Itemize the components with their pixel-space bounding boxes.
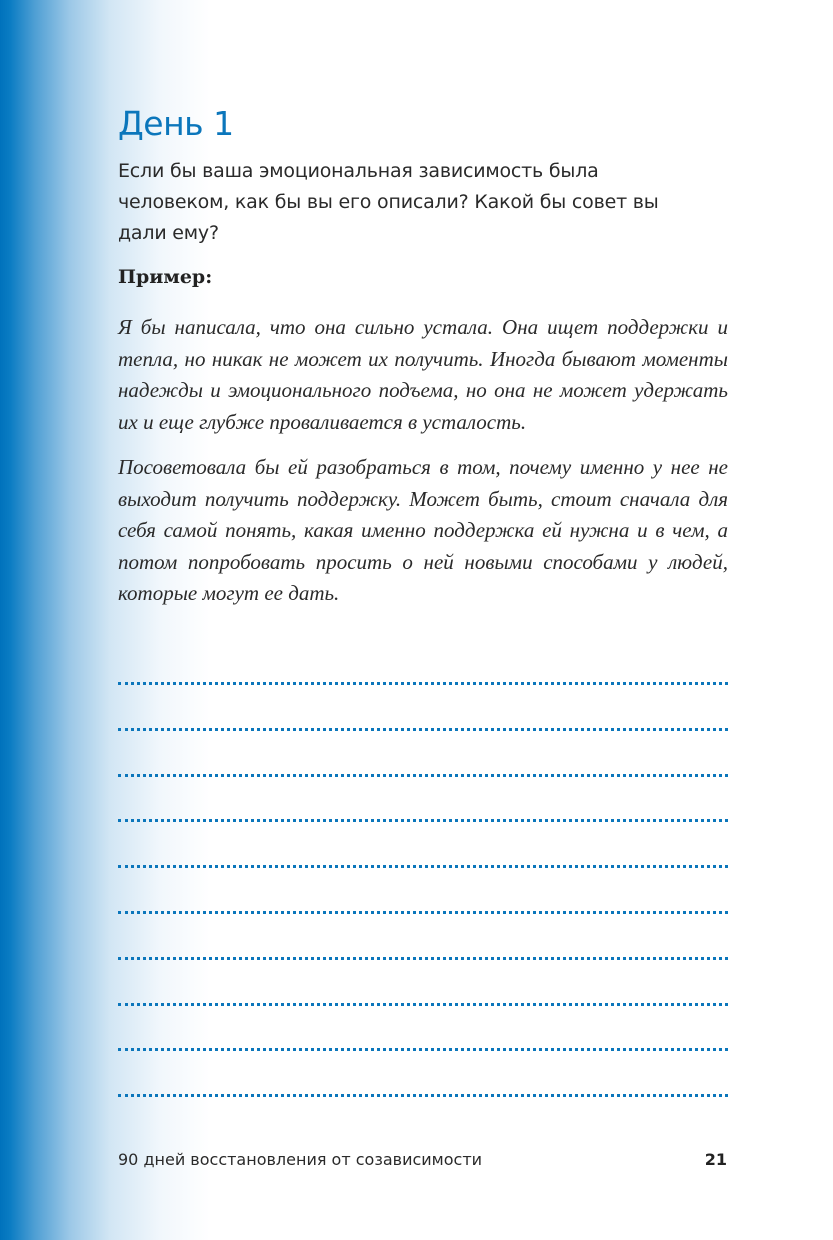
footer-book-title: 90 дней восстановления от созависимости — [118, 1150, 483, 1169]
day-title: День 1 — [118, 104, 234, 143]
writing-line[interactable] — [118, 1094, 728, 1097]
page-number: 21 — [704, 1150, 727, 1169]
example-paragraph-2: Посоветовала бы ей разобраться в том, почему именно у нее не выходит получить поддержку. Может быть, стоит сначала для себя самой понять, какая именно поддержка ей нужна и в чем, а потом попробовать просить о ней новыми способами у людей, которые могут ее дать. — [118, 455, 728, 605]
example-label: Пример: — [118, 266, 213, 288]
writing-line[interactable] — [118, 774, 728, 777]
writing-line[interactable] — [118, 911, 728, 914]
example-paragraph-1: Я бы написала, что она сильно устала. Она ищет поддержки и тепла, но никак не может их получить. Иногда бывают моменты надежды и эмоционального подъема, но она не может удержать их и еще глубже проваливается в усталость. — [118, 315, 728, 434]
writing-line[interactable] — [118, 865, 728, 868]
writing-line[interactable] — [118, 682, 728, 685]
writing-line[interactable] — [118, 1048, 728, 1051]
writing-line[interactable] — [118, 728, 728, 731]
writing-line[interactable] — [118, 819, 728, 822]
writing-line[interactable] — [118, 1003, 728, 1006]
question-text: Если бы ваша эмоциональная зависимость была человеком, как бы вы его описали? Какой бы совет вы дали ему? — [118, 160, 659, 244]
writing-line[interactable] — [118, 957, 728, 960]
